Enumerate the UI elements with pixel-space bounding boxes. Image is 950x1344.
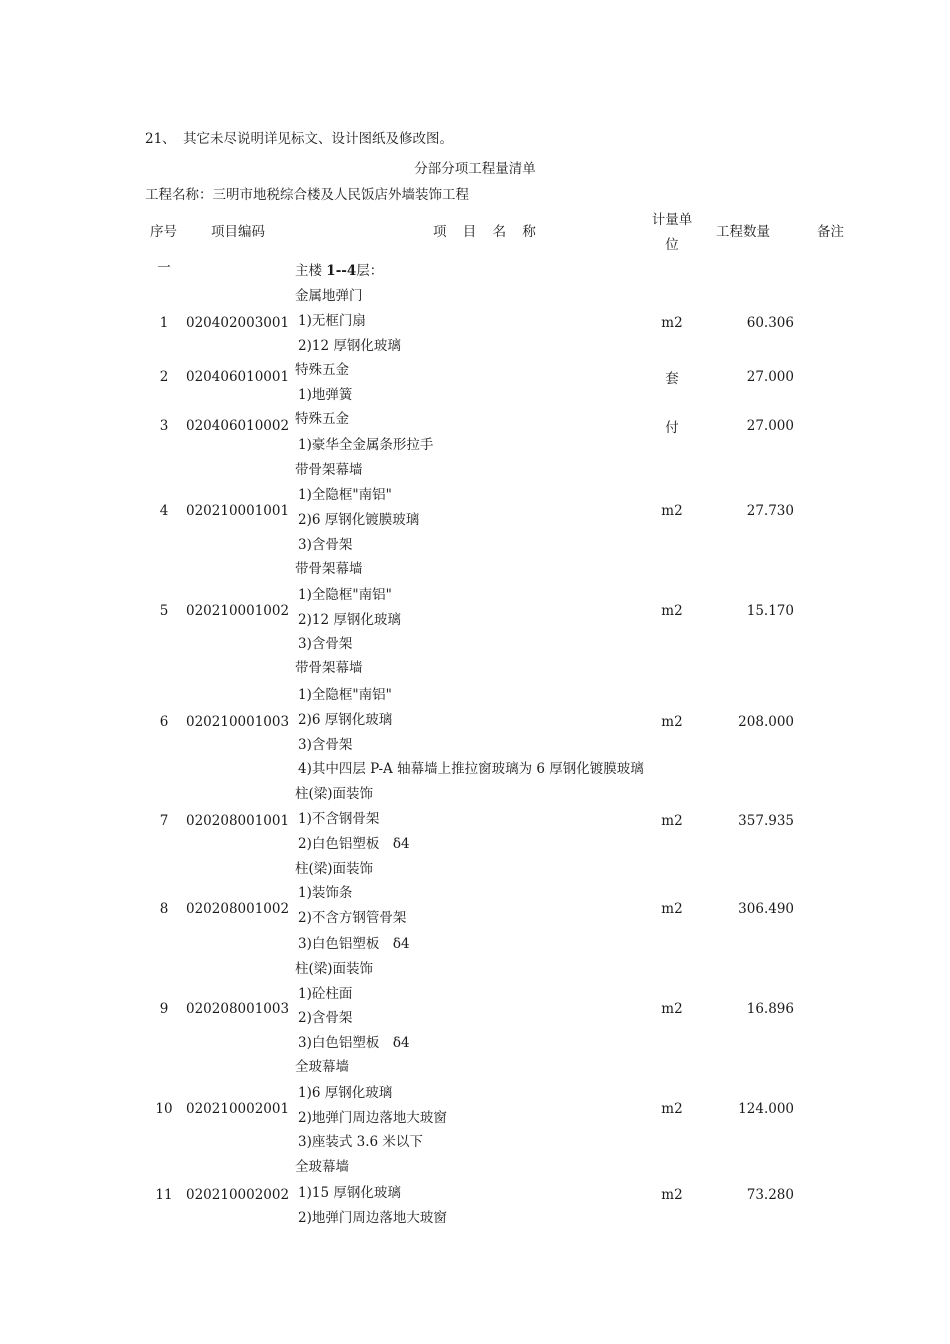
item-spec-line: 2)含骨架 — [298, 1010, 353, 1026]
item-quantity: 73.280 — [746, 1187, 794, 1203]
item-unit: m2 — [661, 315, 683, 331]
item-unit: m2 — [661, 813, 683, 829]
item-code: 020210002001 — [186, 1100, 290, 1117]
item-code: 020208001003 — [186, 1001, 290, 1017]
item-spec-line: 3)含骨架 — [298, 737, 353, 753]
item-spec-line: 2)6 厚钢化镀膜玻璃 — [298, 512, 420, 528]
item-spec-line: 3)含骨架 — [298, 537, 353, 553]
note-number: 21、 — [145, 131, 176, 147]
section-label — [295, 259, 383, 279]
header-seq: 序号 — [150, 224, 177, 240]
item-name: 金属地弹门 — [295, 288, 363, 304]
item-quantity: 27.000 — [746, 418, 794, 434]
item-unit: m2 — [661, 900, 683, 917]
item-code: 020208001002 — [186, 900, 290, 917]
item-code: 020210001002 — [186, 602, 290, 619]
item-spec-line: 2)12 厚钢化玻璃 — [298, 612, 401, 628]
item-spec-line: 3)含骨架 — [298, 636, 353, 652]
item-spec-line: 2)6 厚钢化玻璃 — [298, 712, 393, 728]
item-spec-line: 2)白色铝塑板 δ4 — [298, 836, 410, 852]
item-spec-line: 2)地弹门周边落地大玻窗 — [298, 1210, 447, 1226]
item-seq: 2 — [159, 369, 169, 385]
item-unit: 套 — [665, 371, 679, 387]
note-text: 其它未尽说明详见标文、设计图纸及修改图。 — [183, 131, 453, 147]
project-name: 工程名称：三明市地税综合楼及人民饭店外墙装饰工程 — [145, 187, 469, 203]
item-name: 带骨架幕墙 — [295, 660, 363, 676]
item-spec-line: 1)全隐框"南铝" — [298, 587, 392, 603]
item-spec-line: 3)白色铝塑板 δ4 — [298, 1035, 410, 1051]
item-quantity: 208.000 — [738, 714, 794, 730]
item-spec-line: 3)白色铝塑板 δ4 — [298, 936, 410, 952]
item-quantity: 27.730 — [746, 502, 794, 519]
item-seq: 4 — [159, 502, 169, 519]
item-unit: 付 — [665, 420, 679, 436]
item-seq: 8 — [159, 900, 169, 917]
item-unit: m2 — [661, 1001, 683, 1017]
item-spec-line: 1)装饰条 — [298, 885, 353, 901]
section-label-suffix: 层： — [356, 263, 384, 279]
item-code: 020406010002 — [186, 418, 290, 434]
section-label-bold: 1--4 — [326, 263, 357, 279]
item-seq: 5 — [159, 602, 169, 619]
item-unit: m2 — [661, 1187, 683, 1203]
item-quantity: 124.000 — [738, 1100, 794, 1117]
item-quantity: 15.170 — [746, 602, 794, 619]
item-spec-line: 1)全隐框"南铝" — [298, 487, 392, 503]
item-spec-line: 1)全隐框"南铝" — [298, 687, 392, 703]
item-seq: 7 — [159, 813, 169, 829]
item-seq: 10 — [155, 1100, 173, 1117]
item-unit: m2 — [661, 502, 683, 519]
item-code: 020210001003 — [186, 714, 290, 730]
item-quantity: 306.490 — [738, 900, 794, 917]
header-name: 项 目 名 称 — [433, 224, 542, 240]
item-unit: m2 — [661, 714, 683, 730]
item-unit: m2 — [661, 602, 683, 619]
item-name: 特殊五金 — [295, 411, 349, 427]
page-title: 分部分项工程量清单 — [414, 161, 536, 177]
item-spec-line: 1)地弹簧 — [298, 387, 353, 403]
item-code: 020210002002 — [186, 1187, 290, 1203]
item-quantity: 27.000 — [746, 369, 794, 385]
item-spec-line: 1)豪华全金属条形拉手 — [298, 437, 434, 453]
item-name: 柱(梁)面装饰 — [295, 961, 374, 977]
item-spec-line: 2)12 厚钢化玻璃 — [298, 338, 401, 354]
header-code: 项目编码 — [211, 224, 265, 240]
item-code: 020402003001 — [186, 315, 290, 331]
item-spec-line: 4)其中四层 P-A 轴幕墙上推拉窗玻璃为 6 厚钢化镀膜玻璃 — [298, 761, 644, 777]
item-name: 全玻幕墙 — [295, 1059, 349, 1075]
item-spec-line: 1)无框门扇 — [298, 313, 366, 329]
item-spec-line: 1)砼柱面 — [298, 986, 353, 1002]
section-mark: 一 — [157, 260, 171, 276]
item-name: 特殊五金 — [295, 362, 349, 378]
header-qty: 工程数量 — [716, 224, 770, 240]
item-seq: 9 — [159, 1001, 169, 1017]
item-code: 020210001001 — [186, 502, 290, 519]
item-spec-line: 2)地弹门周边落地大玻窗 — [298, 1110, 447, 1126]
item-name: 柱(梁)面装饰 — [295, 786, 374, 802]
item-spec-line: 1)6 厚钢化玻璃 — [298, 1085, 393, 1101]
item-name: 带骨架幕墙 — [295, 462, 363, 478]
item-spec-line: 3)座装式 3.6 米以下 — [298, 1134, 423, 1150]
item-spec-line: 1)不含钢骨架 — [298, 811, 380, 827]
item-spec-line: 2)不含方钢管骨架 — [298, 910, 407, 926]
item-seq: 6 — [159, 714, 169, 730]
item-quantity: 60.306 — [746, 315, 794, 331]
header-unit: 计量单位 — [651, 212, 693, 253]
item-unit: m2 — [661, 1100, 683, 1117]
item-quantity: 357.935 — [738, 813, 794, 829]
item-quantity: 16.896 — [746, 1001, 794, 1017]
item-name: 全玻幕墙 — [295, 1159, 349, 1175]
header-remark: 备注 — [817, 224, 844, 240]
item-seq: 3 — [159, 418, 169, 434]
item-seq: 11 — [155, 1187, 173, 1203]
note-line — [145, 127, 453, 147]
item-name: 带骨架幕墙 — [295, 561, 363, 577]
item-code: 020406010001 — [186, 369, 290, 385]
item-code: 020208001001 — [186, 813, 290, 829]
item-spec-line: 1)15 厚钢化玻璃 — [298, 1185, 401, 1201]
section-label-prefix: 主楼 — [295, 263, 327, 279]
item-name: 柱(梁)面装饰 — [295, 861, 374, 877]
item-seq: 1 — [159, 315, 169, 331]
